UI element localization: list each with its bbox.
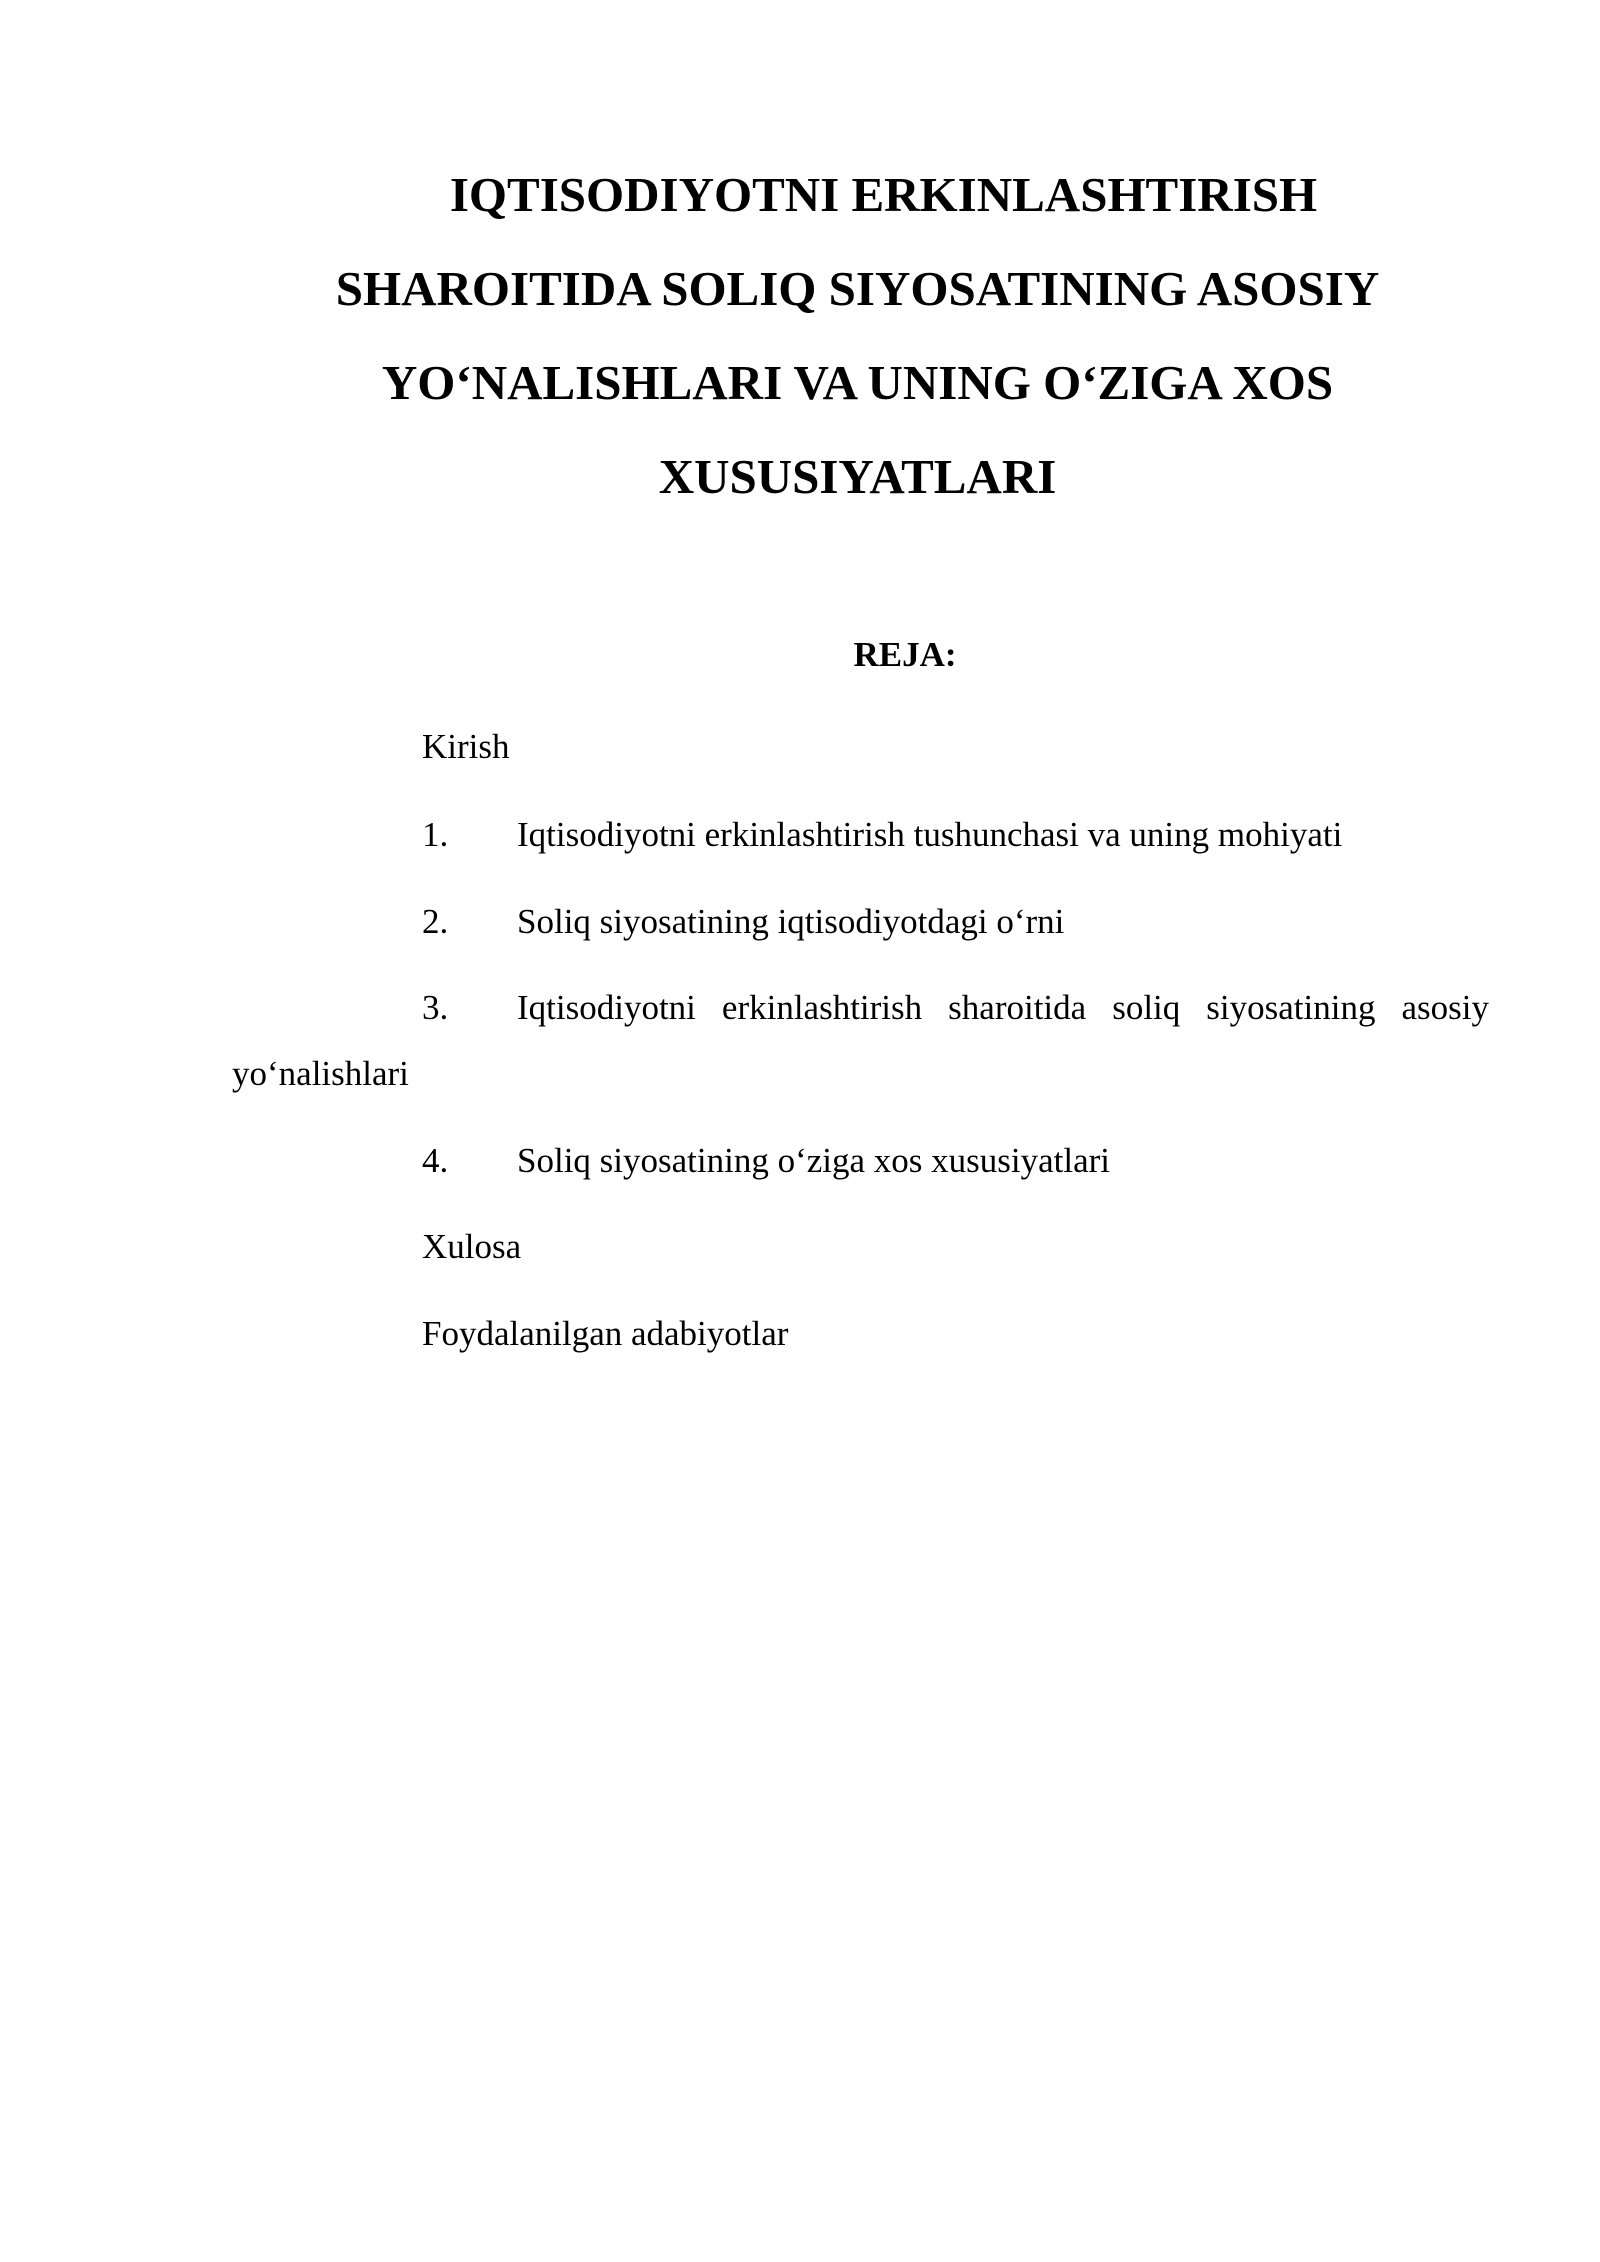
title-line-2: SHAROITIDA SOLIQ SIYOSATINING ASOSIY bbox=[335, 261, 1380, 316]
title-line-4: XUSUSIYATLARI bbox=[658, 449, 1057, 504]
plan-intro: Kirish bbox=[422, 727, 510, 766]
plan-item-1 bbox=[327, 810, 1487, 860]
plan-item-number: 3. bbox=[422, 988, 449, 1027]
plan-item-number: 2. bbox=[422, 902, 449, 941]
title-line-3: YO‘NALISHLARI VA UNING O‘ZIGA XOS bbox=[381, 355, 1334, 410]
plan-item-text: Iqtisodiyotni erkinlashtirish sharoitida soliq siyosatining asosiy bbox=[517, 988, 1489, 1027]
plan-item-2 bbox=[327, 897, 1487, 947]
plan-references: Foydalanilgan adabiyotlar bbox=[422, 1314, 789, 1353]
document-title bbox=[285, 148, 1430, 524]
title-line-1: IQTISODIYOTNI ERKINLASHTIRISH bbox=[449, 167, 1318, 222]
plan-item-3 bbox=[327, 983, 1489, 1033]
plan-item-3-continuation: yo‘nalishlari bbox=[232, 1054, 409, 1093]
plan-heading: REJA: bbox=[853, 635, 957, 674]
plan-conclusion: Xulosa bbox=[422, 1227, 522, 1266]
plan-item-text: Iqtisodiyotni erkinlashtirish tushunchasi va uning mohiyati bbox=[517, 815, 1343, 854]
plan-item-text: Soliq siyosatining o‘ziga xos xususiyatlari bbox=[517, 1141, 1111, 1180]
plan-item-first-line bbox=[327, 983, 1489, 1033]
plan-item-text: Soliq siyosatining iqtisodiyotdagi o‘rni bbox=[517, 902, 1065, 941]
plan-item-number: 1. bbox=[422, 815, 449, 854]
plan-item-4 bbox=[327, 1136, 1487, 1186]
plan-item-number: 4. bbox=[422, 1141, 449, 1180]
